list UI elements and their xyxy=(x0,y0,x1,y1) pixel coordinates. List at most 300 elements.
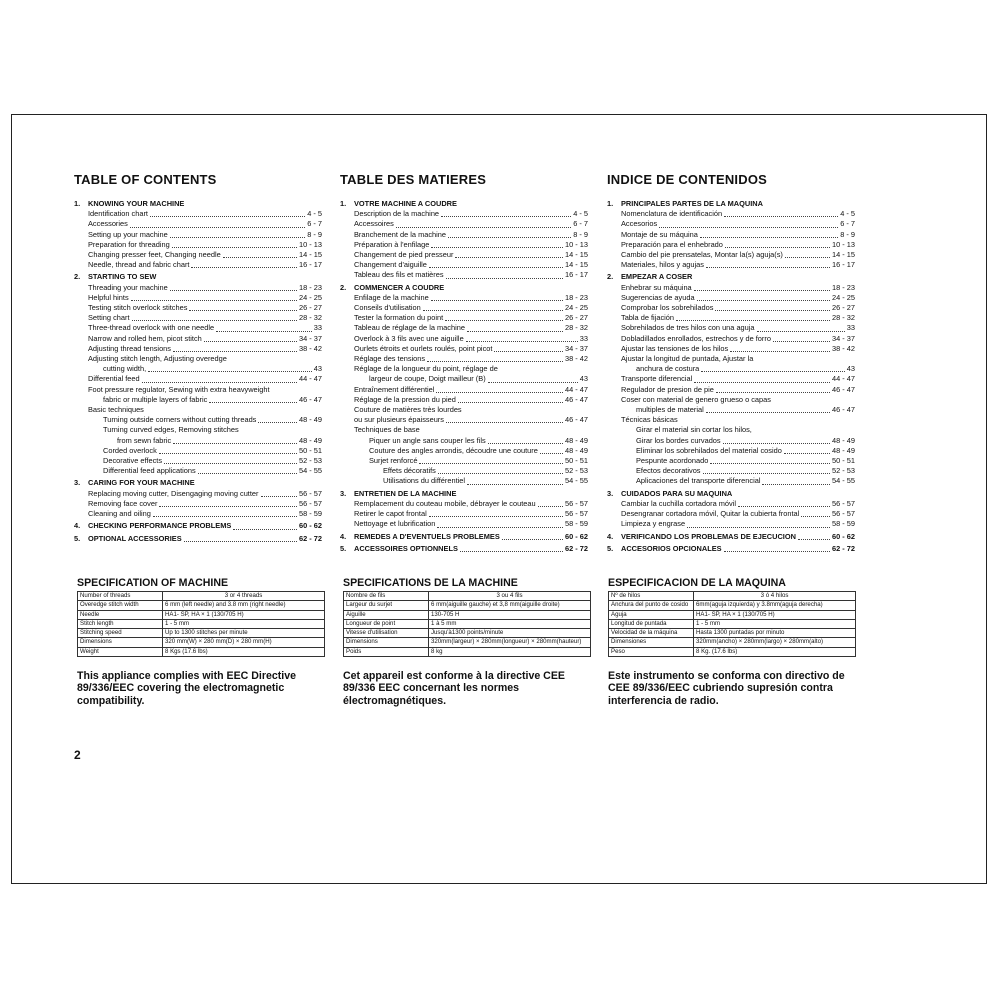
entry-page: 26 - 27 xyxy=(564,313,588,323)
section-title: CHECKING PERFORMANCE PROBLEMS xyxy=(88,521,232,531)
entry-title: Preparación para el enhebrado xyxy=(621,239,723,249)
entry-title: Setting up your machine xyxy=(88,229,168,239)
dot-leader xyxy=(258,422,297,423)
dot-leader xyxy=(488,382,578,383)
dot-leader xyxy=(419,463,563,464)
entry-page: 56 - 57 xyxy=(298,488,322,498)
entry-title: Corded overlock xyxy=(103,445,157,455)
entry-page: 58 - 59 xyxy=(831,519,855,529)
dot-leader xyxy=(757,331,845,332)
spec-value: HA1- SP, HA × 1 (130/705 H) xyxy=(163,610,325,619)
spec-key: Weight xyxy=(78,647,163,656)
toc-entry xyxy=(340,323,588,333)
entry-page: 4 - 5 xyxy=(573,209,588,219)
toc-entry xyxy=(607,436,855,446)
toc-entry xyxy=(74,344,322,354)
entry-page: 54 - 55 xyxy=(831,476,855,486)
toc-entry xyxy=(74,230,322,240)
entry-page: 4 - 5 xyxy=(307,209,322,219)
entry-page: 24 - 25 xyxy=(298,292,322,302)
entry-title: Description de la machine xyxy=(354,209,440,219)
entry-page: 46 - 47 xyxy=(564,394,588,404)
entry-page: 43 xyxy=(313,364,322,374)
toc-title: TABLE OF CONTENTS xyxy=(74,172,217,187)
entry-page: 46 - 47 xyxy=(564,415,588,425)
spec-value: 3 or 4 threads xyxy=(163,592,325,601)
toc-title: TABLE DES MATIERES xyxy=(340,172,487,187)
dot-leader xyxy=(172,247,297,248)
section-number: 2. xyxy=(607,272,614,282)
section-title: EMPEZAR A COSER xyxy=(621,272,693,282)
toc-section-heading xyxy=(607,272,855,282)
entry-title: Piquer un angle sans couper les fils xyxy=(369,435,486,445)
entry-title: Cambiar la cuchilla cortadora móvil xyxy=(621,498,737,508)
dot-leader xyxy=(687,527,830,528)
entry-title: Enhebrar su máquina xyxy=(621,282,692,292)
entry-title: Limpieza y engrase xyxy=(621,519,686,529)
spec-row xyxy=(344,601,591,610)
entry-page: 8 - 9 xyxy=(307,229,322,239)
entry-title: Materiales, hilos y agujas xyxy=(621,260,704,270)
spec-row xyxy=(609,610,856,619)
section-number: 1. xyxy=(340,199,347,208)
entry-page: 33 xyxy=(846,323,855,333)
toc-entry xyxy=(340,219,588,229)
toc-entry xyxy=(74,334,322,344)
entry-page: 16 - 17 xyxy=(831,260,855,270)
dot-leader xyxy=(131,300,297,301)
dot-leader xyxy=(431,247,563,248)
spec-row xyxy=(344,619,591,628)
entry-page: 33 xyxy=(313,323,322,333)
entry-title: Decorative effects xyxy=(103,456,163,466)
toc-entry xyxy=(74,489,322,499)
entry-title: Threading your machine xyxy=(88,282,168,292)
entry-title: Aplicaciones del transporte diferencial xyxy=(636,476,761,486)
entry-title: Réglage des tensions xyxy=(354,354,426,364)
entry-title: Differential feed xyxy=(88,374,140,384)
entry-title: Three-thread overlock with one needle xyxy=(88,323,215,333)
entry-title: Foot pressure regulator, Sewing with extra heavyweight xyxy=(88,384,270,394)
entry-page: 48 - 49 xyxy=(831,445,855,455)
entry-title: Nettoyage et lubrification xyxy=(354,519,436,529)
entry-title: Helpful hints xyxy=(88,292,129,302)
section-title: REMEDES A D'EVENTUELS PROBLEMES xyxy=(354,531,500,541)
entry-title: Accesorios xyxy=(621,219,658,229)
entry-title: Changement de pied presseur xyxy=(354,250,454,260)
spec-key: Number of threads xyxy=(78,592,163,601)
spec-row xyxy=(78,629,325,638)
section-title: PRINCIPALES PARTES DE LA MAQUINA xyxy=(621,199,763,208)
entry-title: largeur de coupe, Doigt mailleur (B) xyxy=(369,374,486,384)
dot-leader xyxy=(164,463,297,464)
section-title: ACCESORIOS OPCIONALES xyxy=(621,543,722,553)
entry-title: Cambio del pie prensatelas, Montar la(s) aguja(s) xyxy=(621,250,783,260)
entry-page: 46 - 47 xyxy=(831,405,855,415)
entry-title: Differential feed applications xyxy=(103,466,196,476)
dot-leader xyxy=(460,551,563,552)
entry-page: 38 - 42 xyxy=(831,343,855,353)
spec-value: 8 Kgs (17.6 lbs) xyxy=(163,647,325,656)
entry-page: 6 - 7 xyxy=(307,219,322,229)
spec-key: Anchura del punto de cosido xyxy=(609,601,694,610)
toc-entry xyxy=(340,405,588,415)
spec-key: Vitesse d'utilisation xyxy=(344,629,429,638)
toc-entry xyxy=(74,303,322,313)
section-number: 1. xyxy=(74,199,81,208)
dot-leader xyxy=(438,473,563,474)
entry-page: 4 - 5 xyxy=(840,209,855,219)
section-number: 5. xyxy=(340,543,347,553)
spec-row xyxy=(78,610,325,619)
toc-entry xyxy=(607,250,855,260)
toc-entry xyxy=(74,509,322,519)
toc-entry xyxy=(607,334,855,344)
dot-leader xyxy=(701,371,844,372)
spec-table xyxy=(77,591,325,657)
spec-block-english xyxy=(77,577,325,657)
spec-key: Velocidad de la máquina xyxy=(609,629,694,638)
dot-leader xyxy=(170,290,297,291)
entry-title: Comprobar los sobrehilados xyxy=(621,303,714,313)
entry-title: Removing face cover xyxy=(88,498,158,508)
entry-page: 44 - 47 xyxy=(564,384,588,394)
section-number: 3. xyxy=(74,478,81,488)
entry-title: Accessories xyxy=(88,219,128,229)
entry-page: 14 - 15 xyxy=(831,250,855,260)
spec-key: Dimensiones xyxy=(609,638,694,647)
entry-title: Tableau de réglage de la machine xyxy=(354,323,465,333)
dot-leader xyxy=(142,382,297,383)
entry-page: 10 - 13 xyxy=(831,239,855,249)
dot-leader xyxy=(659,227,838,228)
toc-entry xyxy=(340,344,588,354)
dot-leader xyxy=(446,422,563,423)
entry-title: Ajustar las tensiones de los hilos xyxy=(621,343,729,353)
section-title: COMMENCER A COUDRE xyxy=(354,282,445,292)
entry-title: Changement d'aiguille xyxy=(354,260,427,270)
toc-entry xyxy=(607,344,855,354)
toc-section-heading xyxy=(74,478,322,488)
entry-title: from sewn fabric xyxy=(117,435,172,445)
section-title: CUIDADOS PARA SU MAQUINA xyxy=(621,488,733,498)
entry-page: 34 - 37 xyxy=(831,333,855,343)
entry-title: Effets décoratifs xyxy=(383,466,436,476)
spec-title: ESPECIFICACION DE LA MAQUINA xyxy=(608,577,786,589)
spec-value: 6 mm(aiguille gauche) et 3,8 mm(aiguille droite) xyxy=(429,601,591,610)
toc-entry xyxy=(74,415,322,425)
toc-entry xyxy=(74,313,322,323)
spec-key: Overedge stitch width xyxy=(78,601,163,610)
toc-entry xyxy=(74,436,322,446)
toc-entry xyxy=(607,509,855,519)
toc-entry xyxy=(340,240,588,250)
toc-entry xyxy=(340,260,588,270)
toc-entry xyxy=(340,313,588,323)
spec-value: Hasta 1300 puntadas por minuto xyxy=(694,629,856,638)
entry-title: fabric or multiple layers of fabric xyxy=(103,394,208,404)
toc-entry xyxy=(607,303,855,313)
entry-title: Accessoires xyxy=(354,219,394,229)
dot-leader xyxy=(189,310,297,311)
entry-page: 56 - 57 xyxy=(831,498,855,508)
dot-leader xyxy=(153,516,297,517)
spec-key: Nº de hilos xyxy=(609,592,694,601)
toc-entry xyxy=(607,415,855,425)
entry-page: 14 - 15 xyxy=(564,250,588,260)
toc-entry xyxy=(607,219,855,229)
dot-leader xyxy=(436,392,563,393)
spec-value: 130-705 H xyxy=(429,610,591,619)
entry-page: 14 - 15 xyxy=(298,250,322,260)
section-number: 3. xyxy=(340,488,347,498)
section-page: 60 - 62 xyxy=(298,521,322,531)
toc-section-heading xyxy=(74,272,322,282)
toc-entry xyxy=(607,466,855,476)
entry-title: Eliminar los sobrehilados del material cosido xyxy=(636,445,782,455)
toc-entry xyxy=(607,425,855,435)
entry-title: Girar el material sin cortar los hilos, xyxy=(636,425,752,435)
toc-entry xyxy=(74,466,322,476)
entry-title: Changing presser feet, Changing needle xyxy=(88,250,221,260)
spec-row xyxy=(609,592,856,601)
toc-section-heading xyxy=(340,544,588,554)
toc-entry xyxy=(607,323,855,333)
entry-title: Adjusting thread tensions xyxy=(88,343,171,353)
dot-leader xyxy=(209,402,297,403)
dot-leader xyxy=(437,527,563,528)
dot-leader xyxy=(455,257,563,258)
spec-key: Poids xyxy=(344,647,429,656)
section-title: ENTRETIEN DE LA MACHINE xyxy=(354,488,457,498)
page-number: 2 xyxy=(74,748,81,762)
entry-page: 28 - 32 xyxy=(831,313,855,323)
toc-entry xyxy=(340,230,588,240)
entry-title: Tableau des fils et matières xyxy=(354,270,444,280)
section-page: 62 - 72 xyxy=(564,543,588,553)
entry-title: Replacing moving cutter, Disengaging moving cutter xyxy=(88,488,259,498)
entry-page: 43 xyxy=(579,374,588,384)
toc-entry xyxy=(340,374,588,384)
entry-title: Adjusting stitch length, Adjusting overedge xyxy=(88,354,227,364)
toc-entry xyxy=(340,303,588,313)
toc-entry xyxy=(74,385,322,395)
entry-page: 6 - 7 xyxy=(573,219,588,229)
entry-page: 56 - 57 xyxy=(831,509,855,519)
dot-leader xyxy=(694,290,830,291)
spec-key: Nombre de fils xyxy=(344,592,429,601)
dot-leader xyxy=(725,247,830,248)
toc-column-spanish xyxy=(607,172,855,554)
entry-page: 44 - 47 xyxy=(298,374,322,384)
toc-entry xyxy=(607,456,855,466)
dot-leader xyxy=(448,237,571,238)
entry-page: 26 - 27 xyxy=(298,303,322,313)
dot-leader xyxy=(785,257,830,258)
entry-page: 54 - 55 xyxy=(564,476,588,486)
dot-leader xyxy=(724,551,830,552)
dot-leader xyxy=(148,371,312,372)
entry-title: Girar los bordes curvados xyxy=(636,435,721,445)
dot-leader xyxy=(132,320,297,321)
spec-value: 320mm(ancho) × 280mm(largo) × 280mm(alto) xyxy=(694,638,856,647)
dot-leader xyxy=(467,484,563,485)
dot-leader xyxy=(458,402,563,403)
dot-leader xyxy=(423,310,563,311)
entry-title: anchura de costura xyxy=(636,364,700,374)
dot-leader xyxy=(446,278,563,279)
toc-entry xyxy=(607,260,855,270)
entry-page: 43 xyxy=(846,364,855,374)
section-page: 60 - 62 xyxy=(831,531,855,541)
dot-leader xyxy=(198,473,297,474)
dot-leader xyxy=(676,320,830,321)
toc-entry xyxy=(340,436,588,446)
toc-entry xyxy=(607,374,855,384)
entry-title: Réglage de la pression du pied xyxy=(354,394,456,404)
entry-page: 38 - 42 xyxy=(564,354,588,364)
section-number: 2. xyxy=(340,282,347,292)
entry-page: 33 xyxy=(579,333,588,343)
toc-entry xyxy=(340,354,588,364)
dot-leader xyxy=(706,412,830,413)
section-title: VERIFICANDO LOS PROBLEMAS DE EJECUCION xyxy=(621,531,796,541)
entry-page: 16 - 17 xyxy=(298,260,322,270)
toc-entry xyxy=(340,250,588,260)
dot-leader xyxy=(427,361,563,362)
spec-row xyxy=(78,638,325,647)
toc-entry xyxy=(340,425,588,435)
toc-entry xyxy=(607,385,855,395)
spec-row xyxy=(609,629,856,638)
entry-page: 50 - 51 xyxy=(564,456,588,466)
toc-entry xyxy=(340,456,588,466)
toc-entry xyxy=(340,499,588,509)
entry-page: 38 - 42 xyxy=(298,343,322,353)
entry-page: 56 - 57 xyxy=(298,498,322,508)
section-page: 62 - 72 xyxy=(831,543,855,553)
spec-value: 3 ou 4 fils xyxy=(429,592,591,601)
entry-title: Enfilage de la machine xyxy=(354,292,429,302)
toc-entry xyxy=(607,354,855,364)
dot-leader xyxy=(694,382,830,383)
entry-page: 56 - 57 xyxy=(564,498,588,508)
dot-leader xyxy=(538,506,563,507)
spec-value: 6 mm (left needle) and 3.8 mm (right needle) xyxy=(163,601,325,610)
dot-leader xyxy=(233,529,297,530)
entry-title: Narrow and rolled hem, picot stitch xyxy=(88,333,202,343)
spec-title: SPECIFICATIONS DE LA MACHINE xyxy=(343,577,518,589)
section-title: STARTING TO SEW xyxy=(88,272,157,282)
toc-entry xyxy=(74,395,322,405)
dot-leader xyxy=(441,216,571,217)
toc-entry xyxy=(607,283,855,293)
entry-title: Techniques de base xyxy=(354,425,420,435)
dot-leader xyxy=(159,453,297,454)
toc-section-heading xyxy=(340,489,588,499)
entry-page: 8 - 9 xyxy=(840,229,855,239)
section-number: 1. xyxy=(607,199,614,208)
dot-leader xyxy=(261,496,297,497)
spec-key: Dimensions xyxy=(344,638,429,647)
entry-title: Ourlets étroits et ourlets roulés, point picot xyxy=(354,343,493,353)
toc-section-heading xyxy=(74,199,322,209)
entry-page: 46 - 47 xyxy=(298,394,322,404)
dot-leader xyxy=(466,341,578,342)
entry-title: Basic techniques xyxy=(88,405,144,415)
spec-row xyxy=(344,629,591,638)
section-number: 4. xyxy=(607,531,614,541)
toc-entry xyxy=(340,519,588,529)
entry-page: 48 - 49 xyxy=(564,435,588,445)
entry-title: Conseils d'utilisation xyxy=(354,303,421,313)
toc-body xyxy=(607,199,855,554)
spec-row xyxy=(78,619,325,628)
entry-page: 26 - 27 xyxy=(831,303,855,313)
entry-page: 14 - 15 xyxy=(564,260,588,270)
entry-title: Desengranar cortadora móvil, Quitar la cubierta frontal xyxy=(621,509,800,519)
dot-leader xyxy=(773,341,830,342)
dot-leader xyxy=(184,541,297,542)
section-number: 2. xyxy=(74,272,81,282)
toc-entry xyxy=(340,415,588,425)
dot-leader xyxy=(204,341,297,342)
toc-section-heading xyxy=(340,532,588,542)
toc-entry xyxy=(340,446,588,456)
entry-title: Nomenclatura de identificación xyxy=(621,209,723,219)
entry-page: 24 - 25 xyxy=(831,292,855,302)
entry-title: Identification chart xyxy=(88,209,148,219)
entry-title: Surjet renforcé xyxy=(369,456,418,466)
entry-title: Ajustar la longitud de puntada, Ajustar la xyxy=(621,354,754,364)
entry-page: 10 - 13 xyxy=(564,239,588,249)
toc-entry xyxy=(74,446,322,456)
entry-page: 6 - 7 xyxy=(840,219,855,229)
spec-key: Peso xyxy=(609,647,694,656)
toc-entry xyxy=(607,395,855,405)
section-title: OPTIONAL ACCESSORIES xyxy=(88,533,182,543)
toc-section-heading xyxy=(74,521,322,531)
dot-leader xyxy=(431,300,563,301)
entry-page: 54 - 55 xyxy=(298,466,322,476)
entry-page: 48 - 49 xyxy=(564,445,588,455)
toc-entry xyxy=(340,364,588,374)
dot-leader xyxy=(159,506,297,507)
section-number: 3. xyxy=(607,488,614,498)
dot-leader xyxy=(150,216,305,217)
toc-entry xyxy=(607,446,855,456)
toc-column-english xyxy=(74,172,322,544)
dot-leader xyxy=(502,539,563,540)
spec-value: 1 à 5 mm xyxy=(429,619,591,628)
entry-page: 24 - 25 xyxy=(564,303,588,313)
toc-entry xyxy=(74,364,322,374)
entry-title: Preparation for threading xyxy=(88,239,170,249)
dot-leader xyxy=(467,331,563,332)
spec-row xyxy=(344,647,591,656)
spec-key: Longueur de point xyxy=(344,619,429,628)
entry-title: Turning outside corners without cutting threads xyxy=(103,415,257,425)
spec-key: Stitching speed xyxy=(78,629,163,638)
emc-notice-french: Cet appareil est conforme à la directive CEE 89/336 EEC concernant les normes électromagnétiques. xyxy=(343,670,565,707)
toc-entry xyxy=(607,519,855,529)
toc-entry xyxy=(607,230,855,240)
toc-entry xyxy=(74,283,322,293)
spec-value: Jusqu'à1300 points/minute xyxy=(429,629,591,638)
spec-value: 3 ó 4 hilos xyxy=(694,592,856,601)
toc-entry xyxy=(340,385,588,395)
entry-title: Dobladillados enrollados, estrechos y de forro xyxy=(621,333,771,343)
